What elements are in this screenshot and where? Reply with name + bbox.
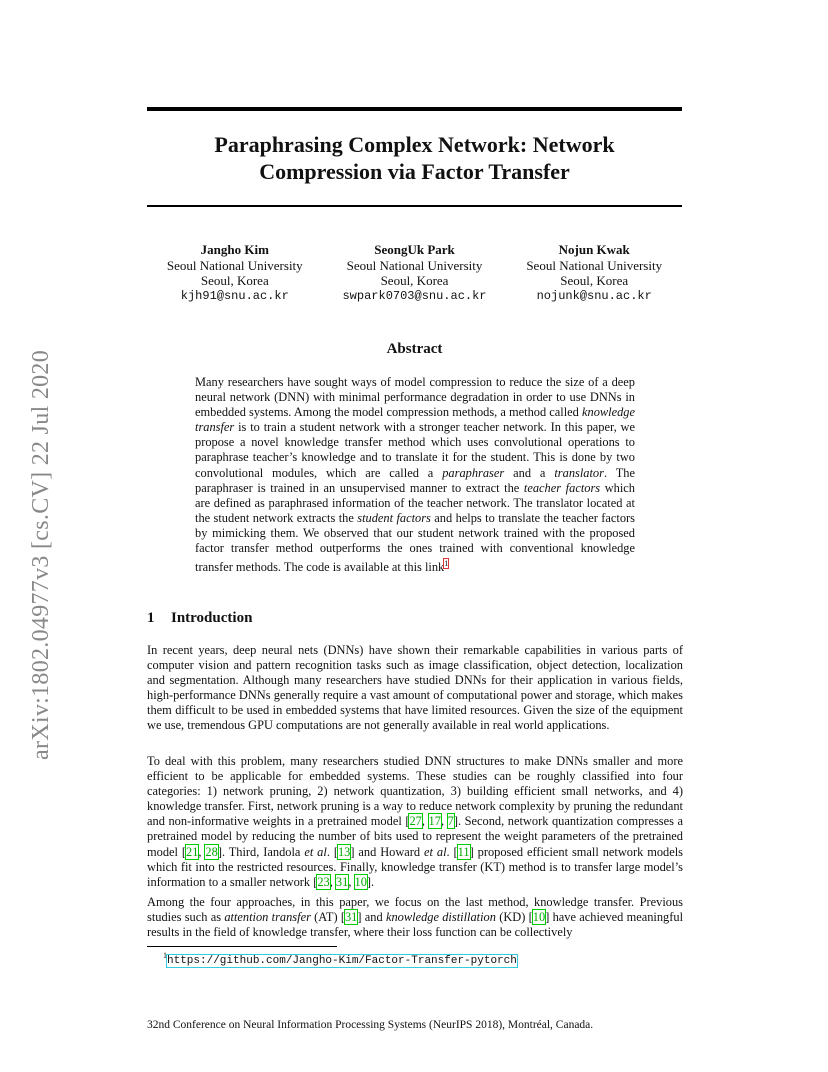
section-title: Introduction xyxy=(171,610,253,626)
intro-paragraph-1: In recent years, deep neural nets (DNNs) have shown their remarkable capabilities in various parts of computer vision and pattern recognition tasks such as image classification, object detection, localization and segmentation. Although many researchers have studied DNNs for their application in various fields, high-performance DNNs generally require a vast amount of computational power and storage, which makes them difficult to be used in embedded systems that have limited resources. Given the size of the equipment we use, tremendous GPU computations are not generally available in real world applications. xyxy=(147,643,683,733)
citation-link[interactable]: 10 xyxy=(354,874,367,889)
text-run: ]. Third, Iandola xyxy=(217,844,305,859)
footnote-mark: 1 xyxy=(163,951,167,960)
citation-link[interactable]: 13 xyxy=(337,844,351,859)
author-location: Seoul, Korea xyxy=(560,273,629,288)
author-block xyxy=(147,242,682,304)
title-line-2: Compression via Factor Transfer xyxy=(259,159,570,184)
abstract-emphasis: paraphraser xyxy=(442,465,505,480)
abstract-emphasis: translator xyxy=(554,465,604,480)
section-number: 1 xyxy=(147,610,155,626)
text-run: (KD) [ xyxy=(495,910,533,925)
abstract-emphasis: teacher factors xyxy=(523,480,601,495)
text-run: , xyxy=(348,874,355,889)
text-run: , xyxy=(329,874,336,889)
abstract-text-run: and helps to translate the teacher factors by mimicking them. We observed that our student network trained with the proposed factor transfer method outperforms the ones trained with conventional knowledge transfer methods. The code is available at this link xyxy=(195,510,636,575)
author-name: SeongUk Park xyxy=(374,242,455,257)
abstract-text-run: . The paraphraser is trained in an unsupervised manner to extract the xyxy=(195,465,635,495)
citation-link[interactable]: 28 xyxy=(205,844,218,859)
intro-paragraph-3 xyxy=(147,895,683,940)
citation-link[interactable]: 11 xyxy=(457,844,470,859)
text-run: ] proposed efficient small network models which fit into the restricted resources. Finally, knowledge transfer (KT) method is to transfer large model’s information to a smaller network [ xyxy=(147,844,683,889)
text-run: (AT) [ xyxy=(310,910,345,925)
author-email[interactable]: nojunk@snu.ac.kr xyxy=(536,288,652,303)
citation-link[interactable]: 17 xyxy=(428,814,441,829)
author-3 xyxy=(526,242,662,304)
text-run: ] and Howard xyxy=(350,844,425,859)
citation-link[interactable]: 23 xyxy=(317,874,330,889)
author-location: Seoul, Korea xyxy=(380,273,449,288)
emphasis: attention transfer xyxy=(224,910,311,925)
text-run: ]. xyxy=(366,874,375,889)
citation-link[interactable]: 10 xyxy=(532,910,546,925)
section-heading xyxy=(147,610,252,627)
arxiv-side-label: arXiv:1802.04977v3 [cs.CV] 22 Jul 2020 xyxy=(28,349,54,760)
title-line-1: Paraphrasing Complex Network: Network xyxy=(214,132,615,157)
text-run: To deal with this problem, many researchers studied DNN structures to make DNNs smaller and more efficient to be applicable for embedded systems. These studies can be roughly classified into four categories: 1) network pruning, 2) network quantization, 3) building efficient small networks, and 4) knowledge transfer. First, network pruning is a way to reduce network complexity by pruning the redundant and non-informative weights in a pretrained model [ xyxy=(147,754,683,829)
text-run: ]. Second, network quantization compresses a pretrained model by reducing the number of bits used to represent the weight parameters of the pretrained model [ xyxy=(147,814,683,859)
author-location: Seoul, Korea xyxy=(200,273,269,288)
text-run: ] have achieved meaningful results in the field of knowledge transfer, where their loss function can be collectively xyxy=(147,910,684,940)
abstract-emphasis: student factors xyxy=(357,510,431,525)
abstract-text-run: is to train a student network with a stronger teacher network. In this paper, we propose a novel knowledge transfer method which uses convolutional operations to paraphrase teacher’s knowledge and to translate it for the student. This is done by two convolutional modules, which are called a xyxy=(195,420,635,480)
title-bottom-rule xyxy=(147,205,682,207)
author-email[interactable]: kjh91@snu.ac.kr xyxy=(180,288,289,303)
abstract-text xyxy=(195,375,635,575)
author-1 xyxy=(167,242,303,304)
text-run: , xyxy=(198,844,206,859)
citation-link[interactable]: 7 xyxy=(447,814,454,829)
abstract-emphasis: knowledge transfer xyxy=(195,405,635,435)
citation-link[interactable]: 31 xyxy=(344,910,358,925)
footnote-link[interactable]: 1 xyxy=(444,559,449,569)
text-run: ] and xyxy=(357,910,386,925)
author-name: Nojun Kwak xyxy=(558,242,630,257)
footnote-rule xyxy=(147,946,337,947)
conference-footer: 32nd Conference on Neural Information Processing Systems (NeurIPS 2018), Montréal, Canada. xyxy=(147,1019,594,1031)
text-run: Among the four approaches, in this paper, we focus on the last method, knowledge transfer. Previous studies such as xyxy=(147,895,683,925)
text-run: . [ xyxy=(446,844,458,859)
footnote xyxy=(163,951,517,967)
citation-link[interactable]: 21 xyxy=(186,844,199,859)
author-email[interactable]: swpark0703@snu.ac.kr xyxy=(342,288,487,303)
text-run: , xyxy=(421,814,429,829)
abstract-heading: Abstract xyxy=(386,341,443,357)
abstract-text-run: Many researchers have sought ways of model compression to reduce the size of a deep neural network (DNN) with minimal performance degradation in order to use DNNs in embedded systems. Among the model compression methods, a method called xyxy=(195,375,635,420)
text-run: . [ xyxy=(326,844,338,859)
emphasis: et al xyxy=(424,844,447,859)
paper-title xyxy=(147,131,682,185)
footnote-url-link[interactable]: https://github.com/Jangho-Kim/Factor-Transfer-pytorch xyxy=(167,954,517,967)
intro-paragraph-2 xyxy=(147,754,683,890)
title-top-rule xyxy=(147,107,682,111)
emphasis: et al xyxy=(304,844,327,859)
emphasis: knowledge distillation xyxy=(385,910,496,925)
author-affiliation: Seoul National University xyxy=(166,257,303,273)
citation-link[interactable]: 31 xyxy=(335,874,349,889)
author-2 xyxy=(342,242,486,304)
abstract-text-run: which are defined as paraphrased information of the teacher network. The translator located at the student network extracts the xyxy=(195,480,636,525)
abstract-text-run: and a xyxy=(504,465,555,480)
author-affiliation: Seoul National University xyxy=(526,257,663,273)
author-name: Jangho Kim xyxy=(200,242,269,257)
citation-link[interactable]: 27 xyxy=(409,814,422,829)
author-affiliation: Seoul National University xyxy=(346,257,483,273)
text-run: , xyxy=(440,814,448,829)
